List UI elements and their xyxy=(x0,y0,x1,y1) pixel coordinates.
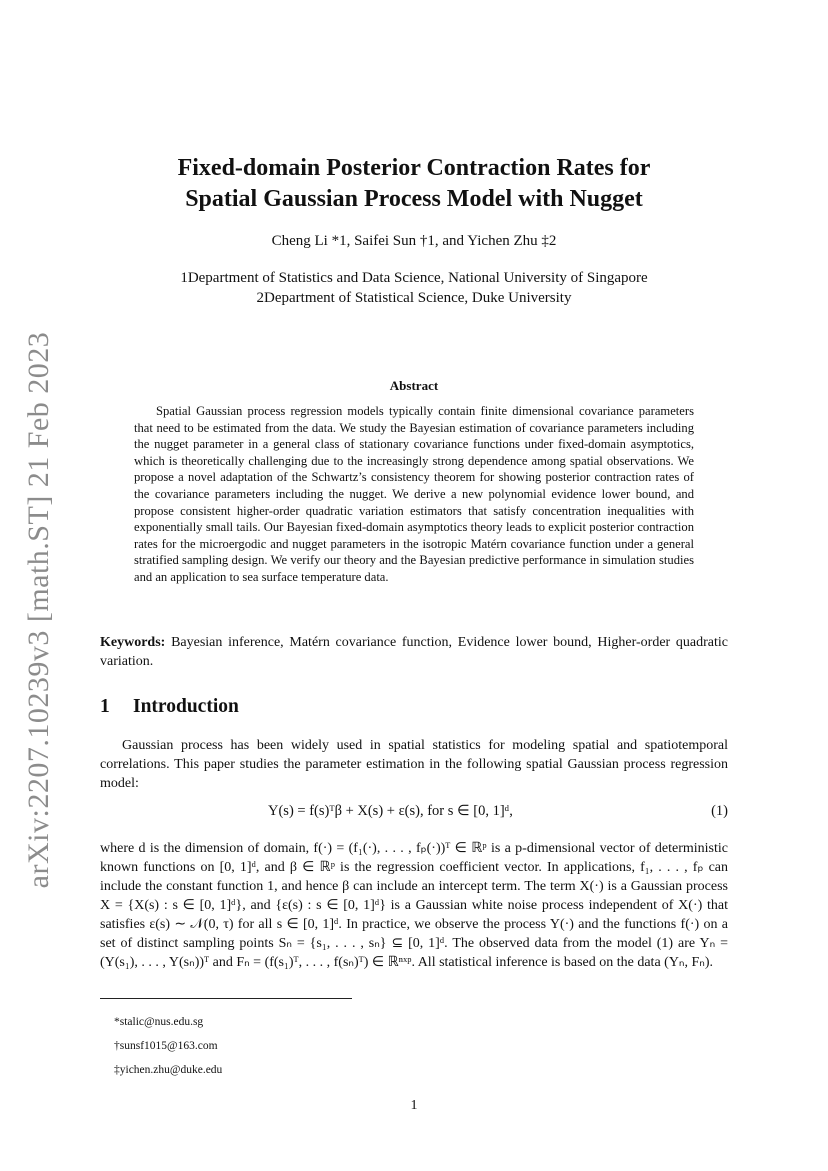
keywords-text: Bayesian inference, Matérn covariance function, Evidence lower bound, Higher-order quadratic variation. xyxy=(100,635,729,669)
keywords-label: Keywords: xyxy=(100,635,166,650)
footnote-rule xyxy=(100,998,352,999)
title-line-1: Fixed-domain Posterior Contraction Rates for xyxy=(177,155,651,181)
intro-paragraph: Gaussian process has been widely used in spatial statistics for modeling spatial and spatiotemporal correlations. This paper studies the parameter estimation in the following spatial Gaussian process regression model: xyxy=(100,738,728,791)
equation-number: (1) xyxy=(711,803,728,819)
footnote-email-2: †sunsf1015@163.com xyxy=(114,1040,218,1052)
abstract-text: Spatial Gaussian process regression models typically contain finite dimensional covariance parameters that need to be estimated from the data. We study the Bayesian estimation of covariance parameters including the nugget parameter in a general class of stationary covariance functions under fixed-domain asymptotics, which is theoretically challenging due to the increasingly strong dependence among spatial observations. We propose a novel adaptation of the Schwartz’s consistency theorem for showing posterior contraction rates of the covariance parameters including the nugget. We derive a new polynomial evidence lower bound, and propose consistent higher-order quadratic variation estimators that satisfy concentration inequalities with exponentially small tails. Our Bayesian fixed-domain asymptotics theory leads to explicit posterior contraction rates for the microergodic and nugget parameters in the isotropic Matérn covariance function under a general stratified sampling design. We verify our theory and the Bayesian predictive performance in simulation studies and an application to sea surface temperature data. xyxy=(134,404,694,584)
footnotes xyxy=(114,1010,614,1082)
affiliation-2: 2Department of Statistical Science, Duke University xyxy=(256,290,572,306)
section-title: Introduction xyxy=(133,696,239,717)
affiliations xyxy=(100,268,728,308)
paper-title xyxy=(100,153,728,215)
keywords xyxy=(100,633,728,671)
footnote-email-3: ‡yichen.zhu@duke.edu xyxy=(114,1064,223,1076)
affiliation-1: 1Department of Statistics and Data Science, National University of Singapore xyxy=(180,270,648,286)
page-number: 1 xyxy=(410,1098,418,1113)
section-heading xyxy=(100,696,728,718)
equation-body: Y(s) = f(s)ᵀβ + X(s) + ε(s), for s ∈ [0, 1]ᵈ, xyxy=(268,803,513,819)
section-number: 1 xyxy=(100,696,110,717)
footnote-email-1: *stalic@nus.edu.sg xyxy=(114,1016,204,1028)
arxiv-sidebar xyxy=(14,330,64,890)
title-line-2: Spatial Gaussian Process Model with Nugget xyxy=(185,186,643,212)
arxiv-identifier: arXiv:2207.10239v3 [math.ST] 21 Feb 2023 xyxy=(22,331,55,889)
abstract-heading: Abstract xyxy=(389,378,439,393)
author-list: Cheng Li *1, Saifei Sun †1, and Yichen Zhu ‡2 xyxy=(271,233,557,249)
equation-1 xyxy=(100,803,728,825)
body-paragraph: where d is the dimension of domain, f(·) = (f₁(·), . . . , fₚ(·))ᵀ ∈ ℝᵖ is a p-dimensional vector of deterministic known functions on [0, 1]ᵈ, and β ∈ ℝᵖ is the regression coefficient vector. In applications, f₁, . . . , fₚ can include the constant function 1, and hence β can include an intercept term. The term X(·) is a Gaussian process X = {X(s) : s ∈ [0, 1]ᵈ}, and {ε(s) : s ∈ [0, 1]ᵈ} is a Gaussian white noise process independent of X(·) that satisfies ε(s) ∼ 𝒩(0, τ) for all s ∈ [0, 1]ᵈ. In practice, we observe the process Y(·) and the functions f(·) on a set of distinct sampling points Sₙ = {s₁, . . . , sₙ} ⊆ [0, 1]ᵈ. The observed data from the model (1) are Yₙ = (Y(s₁), . . . , Y(sₙ))ᵀ and Fₙ = (f(s₁)ᵀ, . . . , f(sₙ)ᵀ) ∈ ℝⁿˣᵖ. All statistical inference is based on the data (Yₙ, Fₙ). xyxy=(100,841,728,970)
